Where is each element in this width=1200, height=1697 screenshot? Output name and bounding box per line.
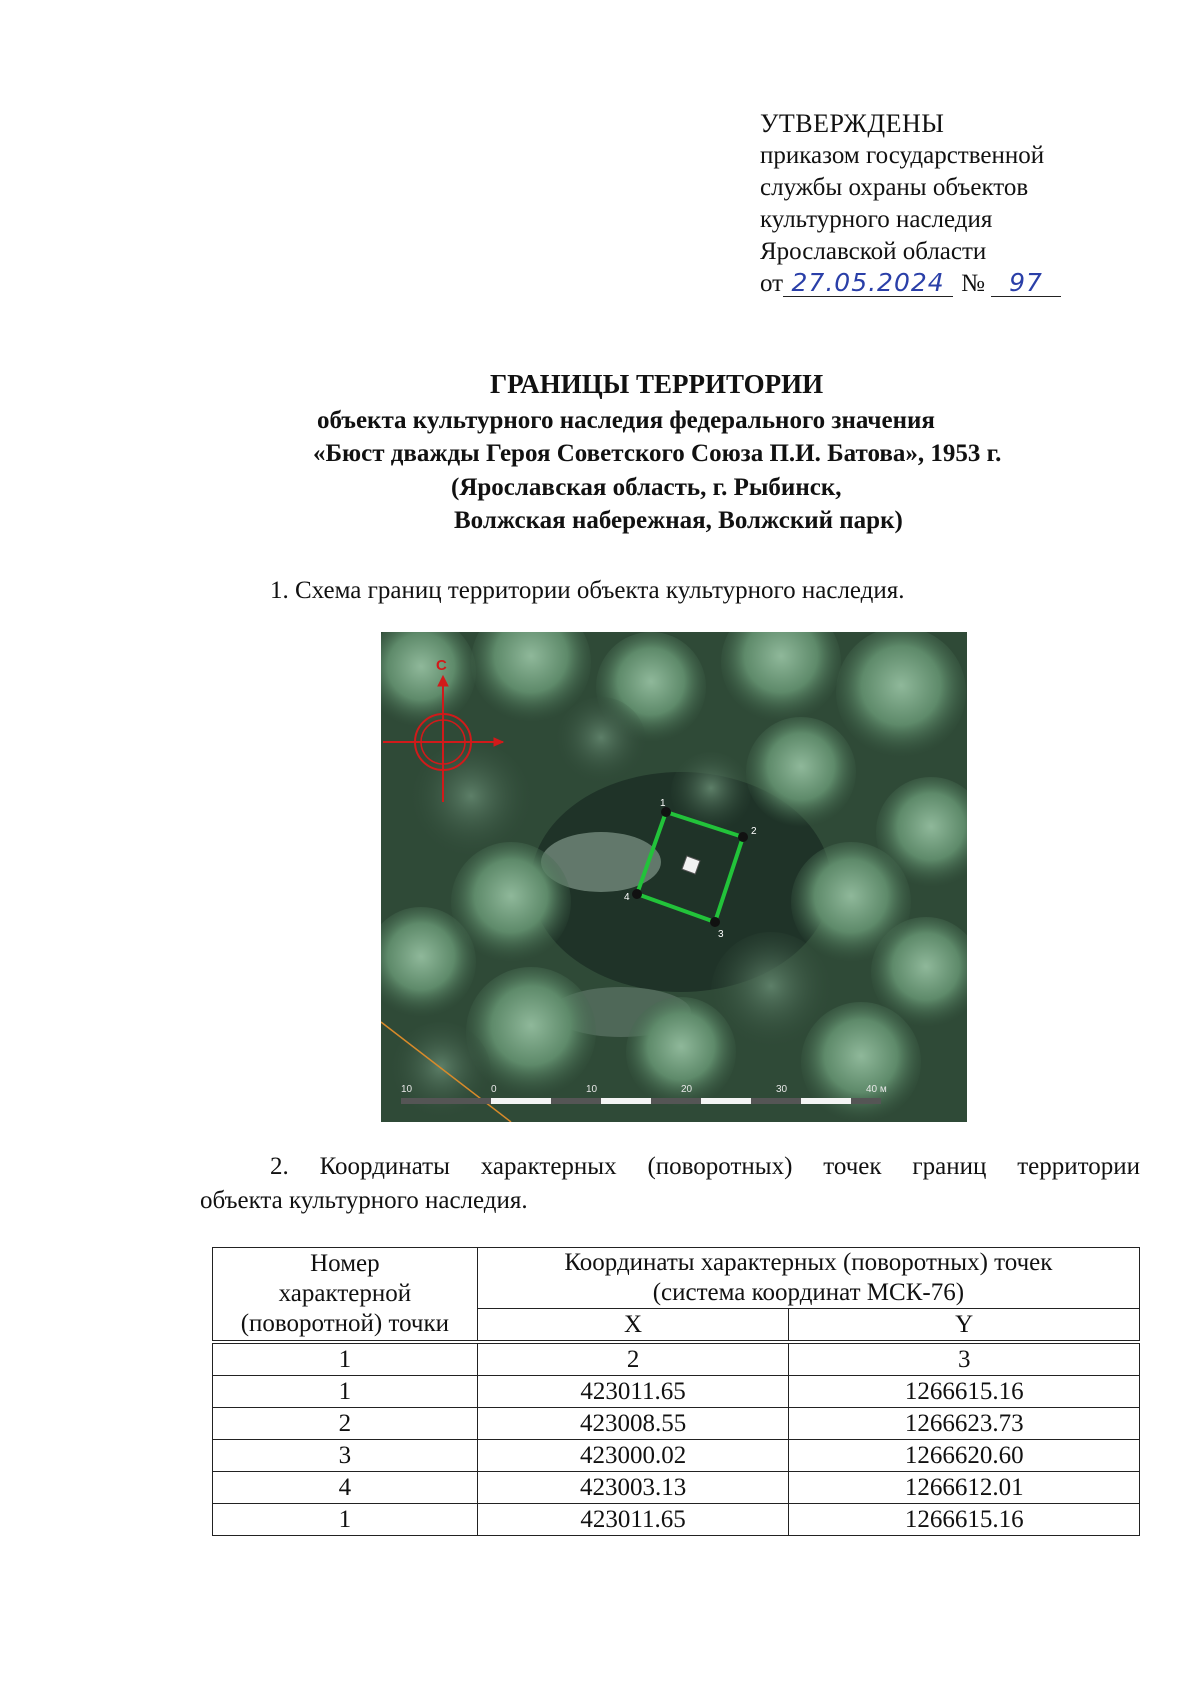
approval-line: приказом государственной: [760, 142, 1045, 169]
title-line-4: (Ярославская область, г. Рыбинск,: [451, 474, 842, 501]
scale-label: 30: [776, 1084, 788, 1095]
map-canvas: [381, 632, 967, 1122]
approval-signature-line: [760, 268, 1090, 300]
approval-line: службы охраны объектов: [760, 174, 1029, 201]
approval-heading: УТВЕРЖДЕНЫ: [760, 109, 945, 138]
scale-label: 20: [681, 1084, 693, 1095]
title-line-5: Волжская набережная, Волжский парк): [454, 507, 903, 534]
y-header: Y: [789, 1309, 1140, 1343]
scale-label: 10: [586, 1084, 598, 1095]
section-2-line-2: объекта культурного наследия.: [200, 1187, 528, 1214]
section-1-heading: 1. Схема границ территории объекта культурного наследия.: [270, 577, 905, 604]
section-2-line-1: 2. Координаты характерных (поворотных) точек границ территории: [270, 1153, 1140, 1180]
approval-block: [760, 108, 1090, 300]
handwritten-date: 27.05.2024: [783, 270, 953, 297]
title-main: ГРАНИЦЫ ТЕРРИТОРИИ: [490, 369, 824, 399]
coordinates-header: Координаты характерных (поворотных) точек (система координат МСК-76): [477, 1248, 1139, 1309]
table-row: 4 423003.13 1266612.01: [213, 1472, 1140, 1504]
index-row: 1 2 3: [213, 1342, 1140, 1376]
table-row: 1 423011.65 1266615.16: [213, 1376, 1140, 1408]
number-label: №: [961, 270, 985, 297]
handwritten-number: 97: [991, 270, 1061, 297]
table-row: 3 423000.02 1266620.60: [213, 1440, 1140, 1472]
north-label: С: [436, 657, 447, 674]
point-label: 1: [660, 798, 666, 809]
scale-label: 40 м: [866, 1084, 887, 1095]
table-row: 1 423011.65 1266615.16: [213, 1504, 1140, 1536]
scale-label: 10: [401, 1084, 413, 1095]
scale-label: 0: [491, 1084, 497, 1095]
x-header: X: [477, 1309, 789, 1343]
boundary-point: [710, 917, 720, 927]
approval-line: Ярославской области: [760, 238, 987, 265]
point-label: 4: [624, 892, 630, 903]
scale-bar: [401, 1098, 881, 1104]
point-label: 3: [718, 929, 724, 940]
boundary-point: [632, 889, 642, 899]
coordinates-table: [212, 1247, 1140, 1536]
title-line-2: объекта культурного наследия федерального значения: [317, 407, 935, 434]
title-line-3: «Бюст дважды Героя Советского Союза П.И. Батова», 1953 г.: [313, 440, 1002, 467]
table-row: 2 423008.55 1266623.73: [213, 1408, 1140, 1440]
boundary-point: [738, 832, 748, 842]
approval-line: культурного наследия: [760, 206, 993, 233]
point-label: 2: [751, 826, 757, 837]
point-number-header: Номер характерной (поворотной) точки: [213, 1248, 478, 1343]
from-label: от: [760, 270, 784, 297]
boundary-map: [381, 632, 967, 1122]
